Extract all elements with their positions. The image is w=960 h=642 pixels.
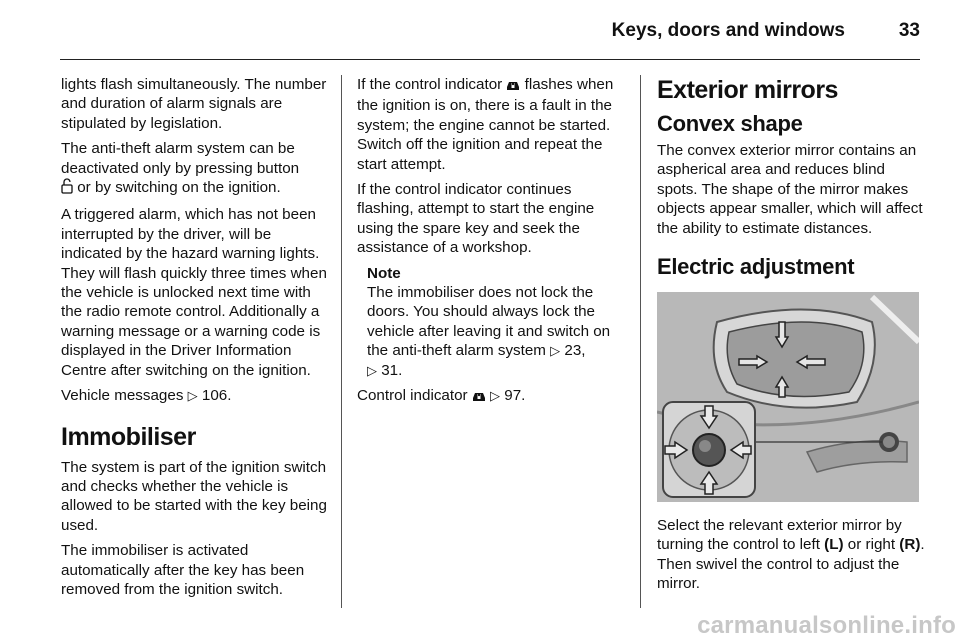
note-label: Note — [367, 264, 401, 282]
page-reference-arrow-icon: ▷ — [187, 388, 198, 404]
column-middle — [357, 75, 629, 414]
paragraph-text: The anti-theft alarm system can be deactivated only by pressing button — [61, 140, 300, 177]
paragraph: lights flash simultaneously. The number and duration of alarm signals are stipulated by legislation. — [61, 76, 327, 132]
paragraph-text: or by switching on the ignition. — [73, 179, 281, 197]
column-divider — [640, 75, 641, 608]
immobiliser-indicator-icon — [472, 388, 486, 407]
column-divider — [341, 75, 342, 608]
page-reference: 106. — [201, 387, 232, 405]
paragraph — [357, 75, 629, 174]
subsection-heading: Convex shape — [657, 111, 803, 136]
paragraph — [357, 386, 629, 407]
paragraph — [657, 516, 925, 594]
section-heading: Exterior mirrors — [657, 76, 838, 104]
page-reference-arrow-icon: ▷ — [490, 388, 501, 404]
page-header-title: Keys, doors and windows — [611, 20, 845, 41]
page-reference: 23, — [564, 342, 586, 360]
paragraph-text: Vehicle messages — [61, 387, 188, 405]
paragraph-text: . Then swivel the control to adjust the mirror. — [657, 536, 925, 593]
paragraph-text: or right — [843, 536, 900, 554]
left-label: (L) — [824, 536, 844, 554]
header-rule — [60, 59, 920, 60]
paragraph-text: Select the relevant exterior mirror by turning the control to left — [657, 517, 902, 554]
mirror-adjustment-illustration — [657, 292, 919, 502]
page-reference-arrow-icon: ▷ — [367, 362, 377, 378]
paragraph-text: If the control indicator — [357, 76, 507, 93]
note-box — [367, 264, 629, 380]
page-reference: 31. — [381, 361, 403, 379]
unlock-button-icon — [61, 178, 73, 199]
paragraph-text: flashes when the ignition is on, there is a fault in the system; the engine cannot be started. Switch off the ignition and repeat the start attempt. — [357, 76, 614, 173]
paragraph: The system is part of the ignition switch and checks whether the vehicle is allowed to be started with the key being used. — [61, 458, 327, 534]
paragraph — [61, 139, 329, 199]
paragraph — [61, 386, 329, 405]
watermark: carmanualsonline.info — [697, 612, 956, 639]
page-reference: 97. — [504, 387, 526, 405]
immobiliser-indicator-icon — [506, 77, 520, 96]
column-right — [657, 75, 925, 600]
paragraph-text: Control indicator — [357, 387, 472, 405]
paragraph: The convex exterior mirror contains an aspherical area and reduces blind spots. The shape of the mirror makes objects appear smaller, which will affect the ability to estimate distances. — [657, 142, 923, 237]
column-left — [61, 75, 329, 605]
paragraph: If the control indicator continues flashing, attempt to start the engine using the spare key and seek the assistance of a workshop. — [357, 181, 595, 257]
paragraph: The immobiliser is activated automatically after the key has been removed from the ignition switch. — [61, 542, 305, 598]
note-text — [367, 283, 629, 380]
subsection-heading: Electric adjustment — [657, 254, 855, 280]
page-header — [60, 0, 920, 60]
page-reference-arrow-icon: ▷ — [550, 343, 561, 359]
section-heading: Immobiliser — [61, 422, 196, 451]
page-number: 33 — [898, 20, 920, 41]
paragraph: A triggered alarm, which has not been interrupted by the driver, will be indicated by the hazard warning lights. They will flash quickly three times when the vehicle is unlocked next time with the radio remote control. Additionally a warning message or a warning code is displayed in the Driver Information Centre after switching on the ignition. — [61, 206, 327, 379]
right-label: (R) — [899, 536, 921, 554]
paragraph-text: The immobiliser does not lock the doors. You should always lock the vehicle after leaving it and switch on the anti-theft alarm system — [367, 284, 611, 360]
